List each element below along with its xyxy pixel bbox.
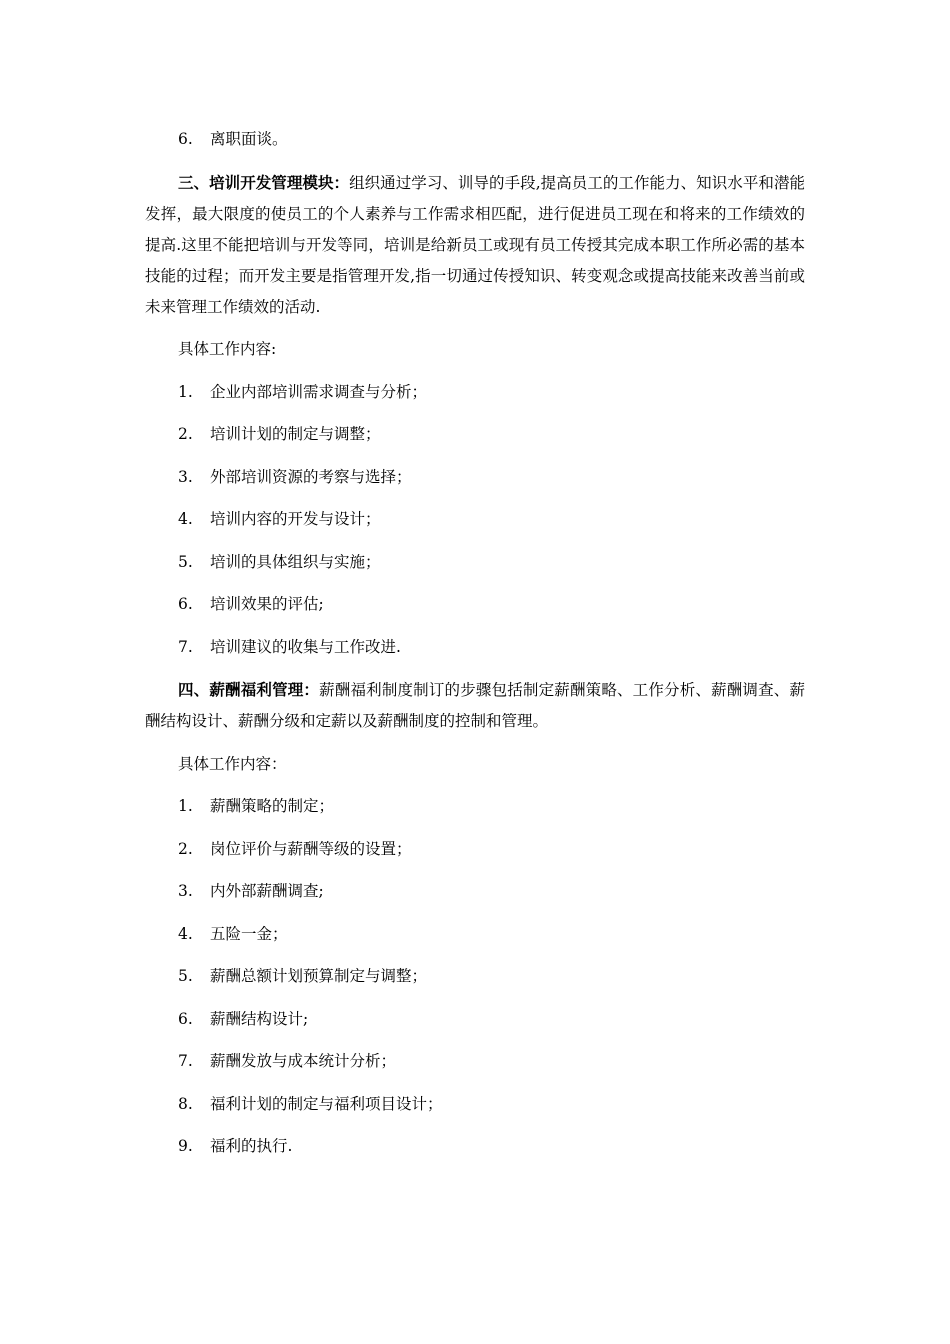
list-number: 1.	[178, 382, 193, 401]
list-text: 薪酬结构设计;	[210, 1009, 309, 1028]
list-item	[145, 834, 805, 865]
list-text: 五险一金；	[210, 924, 288, 943]
list-item	[145, 419, 805, 450]
list-number: 8.	[178, 1094, 193, 1113]
list-item	[145, 124, 805, 155]
list-number: 5.	[178, 967, 193, 985]
list-number: 4.	[178, 510, 193, 528]
list-item	[145, 1046, 805, 1077]
list-item	[145, 791, 805, 822]
list-number: 5.	[178, 552, 193, 571]
list-text: 培训内容的开发与设计；	[210, 510, 381, 528]
list-text: 离职面谈。	[210, 130, 288, 148]
list-text: 福利计划的制定与福利项目设计；	[210, 1094, 443, 1113]
list-item	[145, 589, 805, 620]
list-item	[145, 1131, 805, 1162]
list-text: 企业内部培训需求调查与分析；	[210, 382, 428, 401]
list-text: 薪酬策略的制定；	[210, 797, 335, 815]
list-number: 3.	[178, 882, 193, 900]
list-item	[145, 1004, 805, 1035]
work-content-label: 具体工作内容：	[178, 754, 287, 773]
list-number: 6.	[178, 595, 193, 613]
list-text: 薪酬总额计划预算制定与调整；	[210, 967, 428, 985]
list-text: 培训的具体组织与实施；	[210, 552, 381, 571]
list-item	[145, 919, 805, 950]
list-number: 6.	[178, 1009, 193, 1028]
list-number: 2.	[178, 839, 193, 858]
list-item	[145, 504, 805, 535]
section-body: 薪酬福利制度制订的步骤包括制定薪酬策略、工作分析、薪酬调查、薪酬结构设计、薪酬分级和定薪以及薪酬制度的控制和管理。	[145, 681, 805, 730]
list-text: 外部培训资源的考察与选择；	[210, 467, 412, 486]
section-paragraph-training	[145, 167, 805, 323]
list-item	[145, 961, 805, 992]
list-number: 6.	[178, 130, 193, 148]
list-text: 内外部薪酬调查;	[210, 882, 324, 900]
list-number: 2.	[178, 425, 193, 443]
section-paragraph-compensation	[145, 674, 805, 737]
document-body	[145, 124, 805, 1174]
list-item	[145, 462, 805, 493]
list-text: 岗位评价与薪酬等级的设置；	[210, 839, 412, 858]
list-number: 7.	[178, 637, 193, 656]
list-number: 7.	[178, 1052, 193, 1070]
section-heading: 三、培训开发管理模块：	[178, 172, 350, 192]
section-body: 组织通过学习、训导的手段,提高员工的工作能力、知识水平和潜能发挥，最大限度的使员工的个人素养与工作需求相匹配，进行促进员工现在和将来的工作绩效的提高.这里不能把培训与开发等同，培训是给新员工或现有员工传授其完成本职工作所必需的基本技能的过程；而开发主要是指管理开发,指一切通过传授知识、转变观念或提高技能来改善当前或未来管理工作绩效的活动.	[145, 173, 805, 316]
list-text: 薪酬发放与成本统计分析；	[210, 1052, 397, 1070]
list-number: 3.	[178, 467, 193, 486]
list-text: 福利的执行.	[210, 1137, 293, 1155]
list-number: 9.	[178, 1137, 193, 1155]
list-item	[145, 547, 805, 578]
list-number: 1.	[178, 797, 193, 815]
list-item	[145, 632, 805, 663]
list-item	[145, 1089, 805, 1120]
work-content-label: 具体工作内容:	[178, 340, 277, 358]
list-text: 培训建议的收集与工作改进.	[210, 637, 401, 656]
list-text: 培训计划的制定与调整；	[210, 425, 381, 443]
list-text: 培训效果的评估;	[210, 595, 324, 613]
section-heading: 四、薪酬福利管理：	[178, 680, 320, 699]
list-number: 4.	[178, 924, 193, 943]
list-item	[145, 377, 805, 408]
list-item	[145, 876, 805, 907]
